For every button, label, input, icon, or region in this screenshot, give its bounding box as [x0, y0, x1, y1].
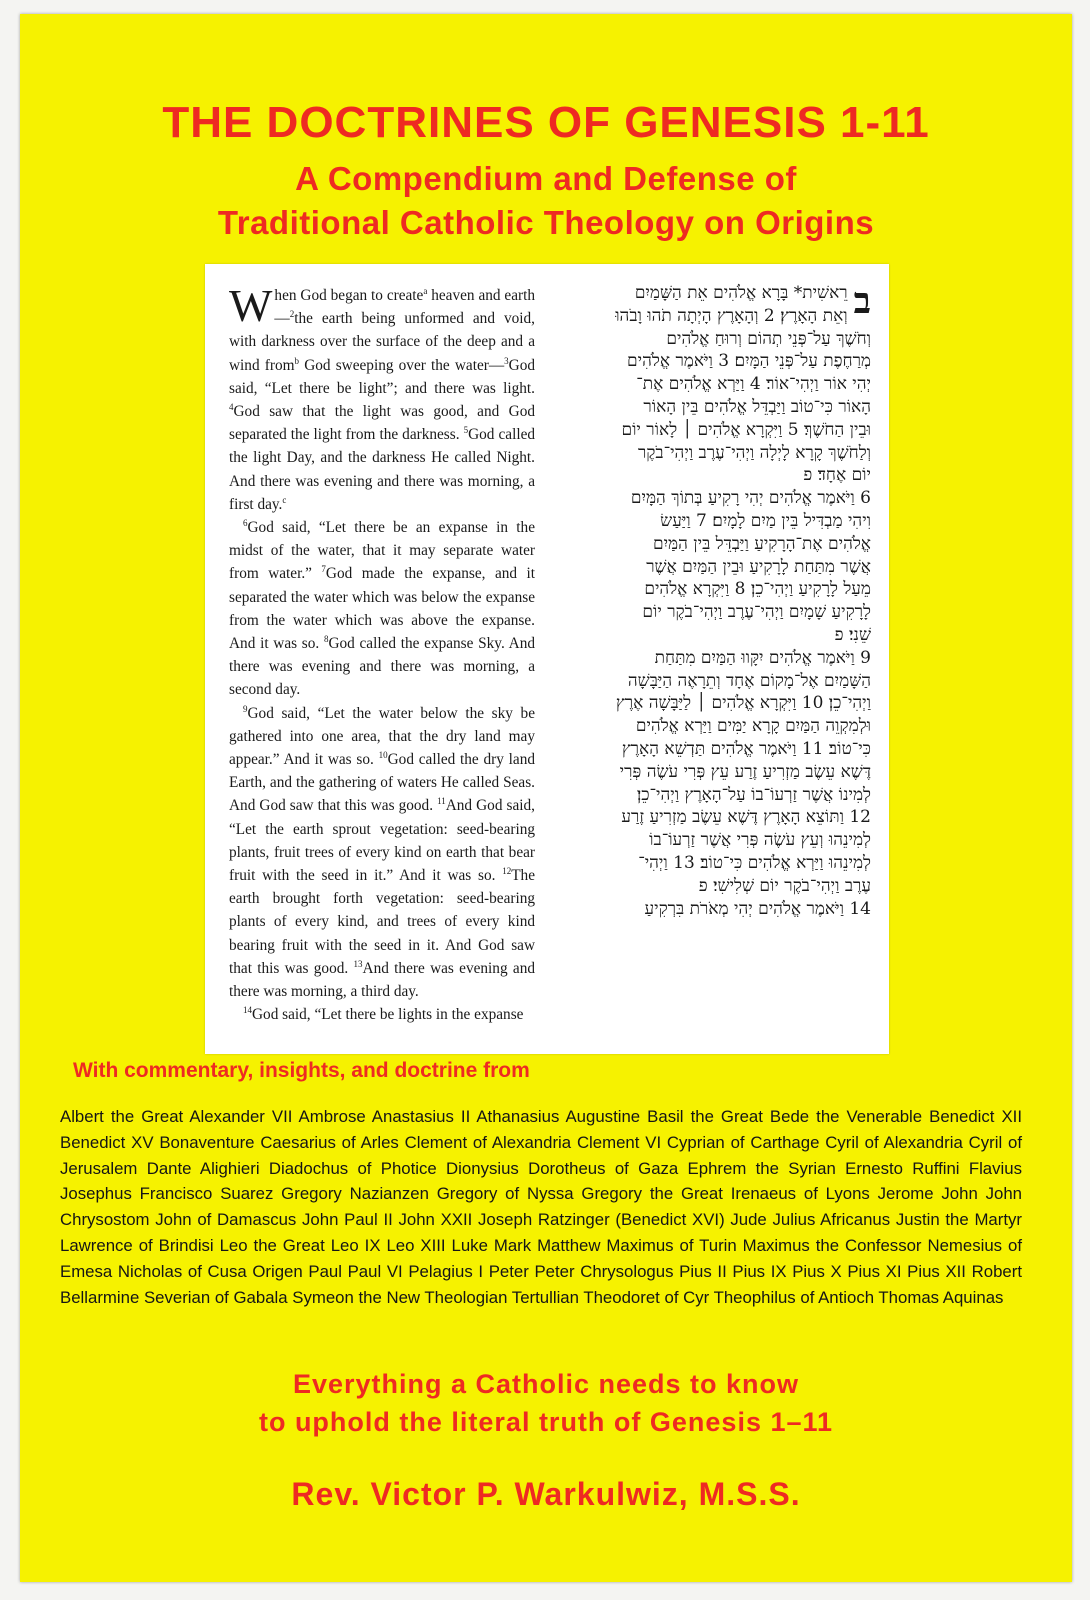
english-paragraph: [229, 516, 535, 702]
text-span: hen God began to create: [274, 287, 424, 304]
hebrew-line: וַיְהִי־כֵן׃ 10 וַיִּקְרָא אֱלֹהִים ׀ לַיַּבָּשָׁה אֶרֶץ: [615, 693, 871, 714]
hebrew-line: וְלַחֹשֶׁךְ קָרָא לָיְלָה וַיְהִי־עֶרֶב וַיְהִי־בֹקֶר: [637, 442, 871, 463]
hebrew-line: אֱלֹהִים אֶת־הָרָקִיעַ וַיַּבְדֵּל בֵּין הַמַּיִם: [652, 533, 871, 554]
verse-number: 12: [502, 865, 512, 876]
contributors-list: Albert the Great Alexander VII Ambrose Anastasius II Athanasius Augustine Basil the Great Bede the Venerable Benedict XII Benedict XV Bonaventure Caesarius of Arles Clement of Alexandria Clement VI Cyprian of Carthage Cyril of Alexandria Cyril of Jerusalem Dante Alighieri Diadochus of Photice Dionysius Dorotheus of Gaza Ephrem the Syrian Ernesto Ruffini Flavius Josephus Francisco Suarez Gregory Nazianzen Gregory of Nyssa Gregory the Great Irenaeus of Lyons Jerome John John Chrysostom John of Damascus John Paul II John XXII Joseph Ratzinger (Benedict XVI) Jude Julius Africanus Justin the Martyr Lawrence of Brindisi Leo the Great Leo IX Leo XIII Luke Mark Matthew Maximus of Turin Maximus the Confessor Nemesius of Emesa Nicholas of Cusa Origen Paul Paul VI Pelagius I Peter Peter Chrysologus Pius II Pius IX Pius X Pius XI Pius XII Robert Bellarmine Severian of Gabala Symeon the New Theologian Tertullian Theodoret of Cyr Theophilus of Antioch Thomas Aquinas: [60, 1107, 1022, 1307]
verse-number: 11: [437, 796, 446, 807]
verse-number: 9: [243, 703, 248, 714]
text-span: God said, “Let there be an expanse in the midst of the water, that it may separate water from water.”: [229, 519, 535, 583]
hebrew-line: לְמִינוֹ אֲשֶׁר זַרְעוֹ־בוֹ עַל־הָאָרֶץ וַיְהִי־כֵן׃: [636, 784, 871, 805]
hebrew-line: לְמִינֵהוּ וַיַּרְא אֱלֹהִים כִּי־טוֹב׃ 13 וַיְהִי־: [638, 852, 871, 873]
hebrew-line: 14 וַיֹּאמֶר אֱלֹהִים יְהִי מְאֹרֹת בִּרְקִיעַ: [644, 898, 871, 919]
hebrew-line: לָרָקִיעַ שָׁמָיִם וַיְהִי־עֶרֶב וַיְהִי־בֹקֶר יוֹם: [642, 602, 871, 623]
footnote-marker: c: [282, 494, 287, 505]
author-name: Rev. Victor P. Warkulwiz, M.S.S.: [291, 1476, 801, 1512]
hebrew-line: הָאוֹר כִּי־טוֹב וַיַּבְדֵּל אֱלֹהִים בֵּין הָאוֹר: [643, 396, 871, 417]
hebrew-line: וְחֹשֶׁךְ עַל־פְּנֵי תְהוֹם וְרוּחַ אֱלֹהִים: [666, 328, 871, 349]
text-span: God sweeping over the water—: [299, 356, 505, 374]
verse-number: 7: [321, 564, 326, 575]
verse-number: 6: [243, 517, 248, 528]
english-paragraph: [229, 1003, 535, 1026]
text-span: God said, “Let there be lights in the expanse: [252, 1006, 524, 1024]
back-cover: [20, 14, 1072, 1582]
verse-number: 8: [323, 633, 329, 644]
hebrew-line: 9 וַיֹּאמֶר אֱלֹהִים יִקָּווּ הַמַּיִם מִתַּחַת: [654, 647, 871, 668]
footnote-marker: b: [294, 355, 300, 366]
text-span: the earth being unformed and void, with darkness over the surface of the deep and a wind from: [229, 310, 535, 374]
hebrew-line: וְאֵת הָאָרֶץ׃ 2 וְהָאָרֶץ הָיְתָה תֹהוּ וָבֹהוּ: [615, 305, 848, 326]
verse-number: 2: [289, 309, 295, 320]
text-span: The earth brought forth vegetation: seed-bearing plants of every kind, and trees of every kind bearing fruit with the seed in it. And God saw that this was good.: [229, 867, 535, 977]
text-span: God said, “Let there be light”; and there was light.: [229, 356, 536, 397]
english-paragraph: [229, 280, 536, 516]
hebrew-line: וִיהִי מַבְדִּיל בֵּין מַיִם לָמָיִם׃ 7 וַיַּעַשׂ: [660, 510, 871, 531]
verse-number: 3: [504, 355, 509, 366]
hebrew-large-letter: ב: [853, 280, 871, 322]
book-title: THE DOCTRINES OF GENESIS 1-11: [162, 98, 930, 147]
hebrew-line: 6 וַיֹּאמֶר אֱלֹהִים יְהִי רָקִיעַ בְּתוֹךְ הַמָּיִם: [630, 488, 871, 509]
hebrew-line: הַשָּׁמַיִם אֶל־מָקוֹם אֶחָד וְתֵרָאֶה הַיַּבָּשָׁה: [627, 670, 871, 691]
hebrew-line: 12 וַתּוֹצֵא הָאָרֶץ דֶּשֶׁא עֵשֶׂב מַזְרִיעַ זֶרַע: [621, 807, 871, 828]
commentary-heading: With commentary, insights, and doctrine from: [73, 1059, 530, 1082]
hebrew-text: [553, 282, 871, 920]
tagline-line-2: to uphold the literal truth of Genesis 1–11: [258, 1407, 834, 1437]
text-span: And there was evening and there was morning, a third day.: [229, 959, 535, 1001]
scripture-excerpt: [205, 264, 889, 1054]
verse-number: 13: [353, 958, 363, 969]
hebrew-line: מֵעַל לָרָקִיעַ וַיְהִי־כֵן׃ 8 וַיִּקְרָא אֱלֹהִים: [644, 579, 871, 600]
subtitle-line-2: Traditional Catholic Theology on Origins: [217, 204, 875, 241]
hebrew-lines: [553, 282, 871, 920]
hebrew-line: לְמִינֵהוּ וְעֵץ עֹשֶׂה פְּרִי אֲשֶׁר זַרְעוֹ־בוֹ: [649, 830, 871, 851]
text-span: God said, “Let the water below the sky be gathered into one area, that the dry land may appear.” And it was so.: [229, 704, 535, 769]
hebrew-line: וּבֵין הַחֹשֶׁךְ׃ 5 וַיִּקְרָא אֱלֹהִים ׀ לָאוֹר יוֹם: [621, 419, 871, 440]
english-paragraph: [229, 702, 535, 1004]
tagline-line-1: Everything a Catholic needs to know: [292, 1369, 800, 1399]
verse-number: 5: [463, 425, 469, 436]
hebrew-line: יְהִי אוֹר וַיְהִי־אוֹר׃ 4 וַיַּרְא אֱלֹהִים אֶת־: [636, 374, 871, 395]
subtitle-line-1: A Compendium and Defense of: [295, 160, 797, 197]
verse-number: 4: [229, 401, 234, 412]
english-text: [229, 280, 536, 1027]
drop-cap: W: [229, 280, 273, 331]
hebrew-line: רֵאשִׁית* בָּרָא אֱלֹהִים אֵת הַשָּׁמַיִם: [634, 283, 848, 303]
hebrew-line: וּלְמִקְוֵה הַמַּיִם קָרָא יַמִּים וַיַּרְא אֱלֹהִים: [635, 716, 871, 737]
text-span: heaven and earth—: [274, 287, 535, 328]
text-span: God called the light Day, and the darkness He called Night. And there was evening and there was morning, a first day.: [229, 426, 536, 513]
verse-number: 10: [378, 749, 388, 760]
hebrew-line: עֶרֶב וַיְהִי־בֹקֶר יוֹם שְׁלִישִׁי׃ פ: [698, 875, 871, 896]
hebrew-line: שֵׁנִי׃ פ: [834, 624, 871, 645]
hebrew-line: אֲשֶׁר מִתַּחַת לָרָקִיעַ וּבֵין הַמַּיִם אֲשֶׁר: [646, 556, 871, 577]
footnote-marker: a: [423, 285, 428, 296]
hebrew-line: יוֹם אֶחָד׃ פ: [803, 465, 871, 486]
verse-number: 14: [243, 1005, 252, 1016]
text-span: God called the dry land Earth, and the gathering of waters He called Seas. And God saw that this was good.: [229, 751, 535, 815]
text-span: God made the expanse, and it separated the water which was below the expanse from the water which was above the expanse. And it was so.: [229, 565, 535, 653]
text-span: God saw that the light was good, and God separated the light from the darkness.: [229, 403, 535, 444]
hebrew-line: דֶּשֶׁא עֵשֶׂב מַזְרִיעַ זֶרַע עֵץ פְּרִי עֹשֶׂה פְּרִי: [619, 761, 871, 782]
hebrew-line: כִּי־טוֹב׃ 11 וַיֹּאמֶר אֱלֹהִים תַּדְשֵׁא הָאָרֶץ: [621, 738, 871, 759]
text-span: God called the expanse Sky. And there was evening and there was morning, a second day.: [229, 635, 536, 699]
text-span: And God said, “Let the earth sprout vegetation: seed-bearing plants, fruit trees of every kind on earth that bear fruit with the seed in it.” And it was so.: [229, 797, 535, 885]
hebrew-line: מְרַחֶפֶת עַל־פְּנֵי הַמָּיִם׃ 3 וַיֹּאמֶר אֱלֹהִים: [627, 351, 871, 372]
